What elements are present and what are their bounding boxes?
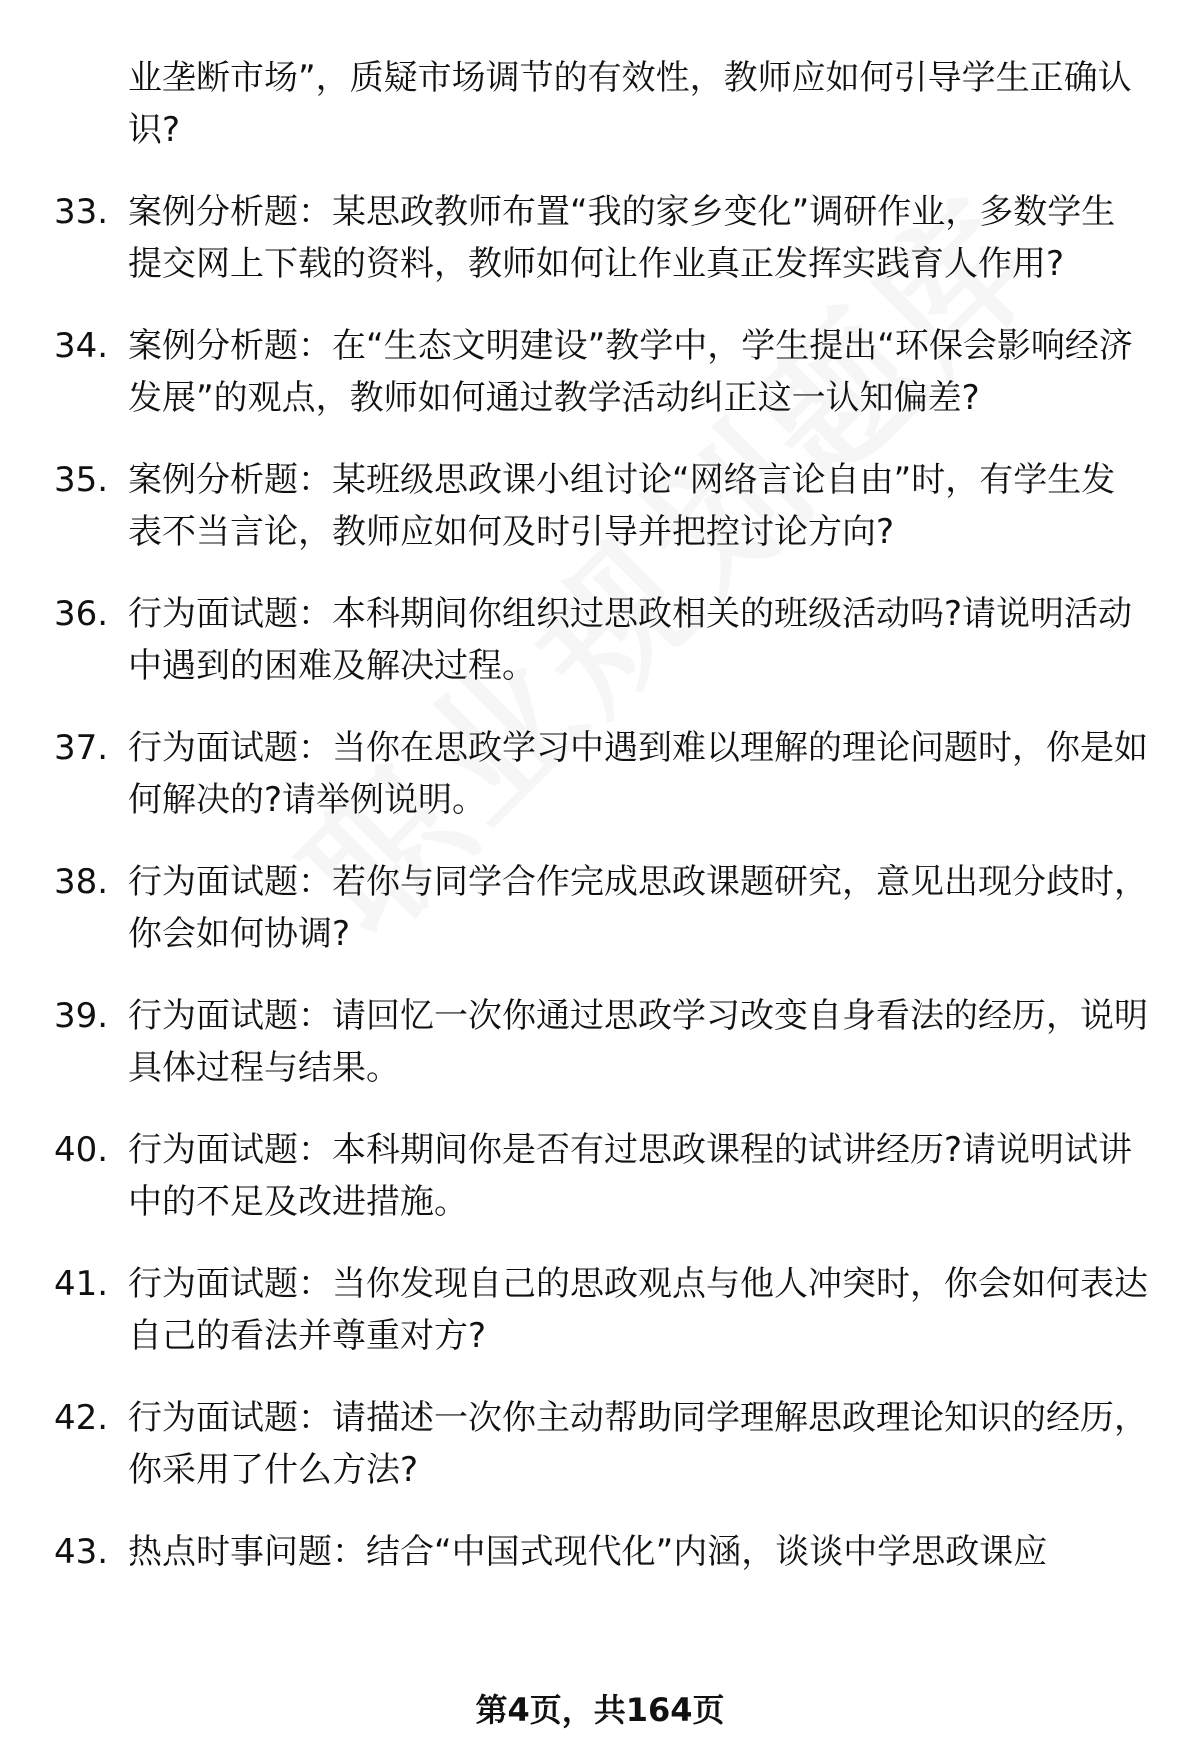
question-number: 38. (54, 862, 109, 902)
question-item (0, 1258, 1200, 1362)
question-item (0, 990, 1200, 1094)
question-number: 36. (54, 594, 109, 634)
question-item (0, 454, 1200, 558)
question-number: 34. (54, 326, 109, 366)
question-number: 42. (54, 1398, 109, 1438)
question-text: 行为面试题：当你发现自己的思政观点与他人冲突时，你会如何表达自己的看法并尊重对方? (128, 1264, 1148, 1356)
question-number: 35. (54, 460, 109, 500)
question-number: 37. (54, 728, 109, 768)
question-text: 行为面试题：请回忆一次你通过思政学习改变自身看法的经历，说明具体过程与结果。 (128, 996, 1148, 1088)
document-content (0, 52, 1200, 1578)
question-item (0, 856, 1200, 960)
question-item (0, 1392, 1200, 1496)
question-text: 案例分析题：某班级思政课小组讨论“网络言论自由”时，有学生发表不当言论，教师应如何及时引导并把控讨论方向? (128, 460, 1116, 552)
question-text: 行为面试题：若你与同学合作完成思政课题研究，意见出现分歧时，你会如何协调? (128, 862, 1148, 954)
continued-question-text: 业垄断市场”，质疑市场调节的有效性，教师应如何引导学生正确认识? (128, 58, 1132, 150)
question-text: 行为面试题：本科期间你组织过思政相关的班级活动吗?请说明活动中遇到的困难及解决过程。 (128, 594, 1133, 686)
question-item (0, 1124, 1200, 1228)
question-text: 案例分析题：某思政教师布置“我的家乡变化”调研作业，多数学生提交网上下载的资料，教师如何让作业真正发挥实践育人作用? (128, 192, 1116, 284)
question-number: 41. (54, 1264, 109, 1304)
question-item (0, 588, 1200, 692)
question-item (0, 722, 1200, 826)
question-item (0, 186, 1200, 290)
question-number: 39. (54, 996, 109, 1036)
question-text: 热点时事问题：结合“中国式现代化”内涵，谈谈中学思政课应 (128, 1532, 1048, 1572)
question-item (0, 1526, 1200, 1578)
question-number: 33. (54, 192, 109, 232)
question-text: 行为面试题：当你在思政学习中遇到难以理解的理论问题时，你是如何解决的?请举例说明。 (128, 728, 1148, 820)
question-text: 行为面试题：本科期间你是否有过思政课程的试讲经历?请说明试讲中的不足及改进措施。 (128, 1130, 1133, 1222)
question-number: 43. (54, 1532, 109, 1572)
question-text: 案例分析题：在“生态文明建设”教学中，学生提出“环保会影响经济发展”的观点，教师如何通过教学活动纠正这一认知偏差? (128, 326, 1133, 418)
question-number: 40. (54, 1130, 109, 1170)
question-item (0, 320, 1200, 424)
question-text: 行为面试题：请描述一次你主动帮助同学理解思政理论知识的经历，你采用了什么方法? (128, 1398, 1148, 1490)
page-footer: 第4页，共164页 (475, 1691, 725, 1729)
